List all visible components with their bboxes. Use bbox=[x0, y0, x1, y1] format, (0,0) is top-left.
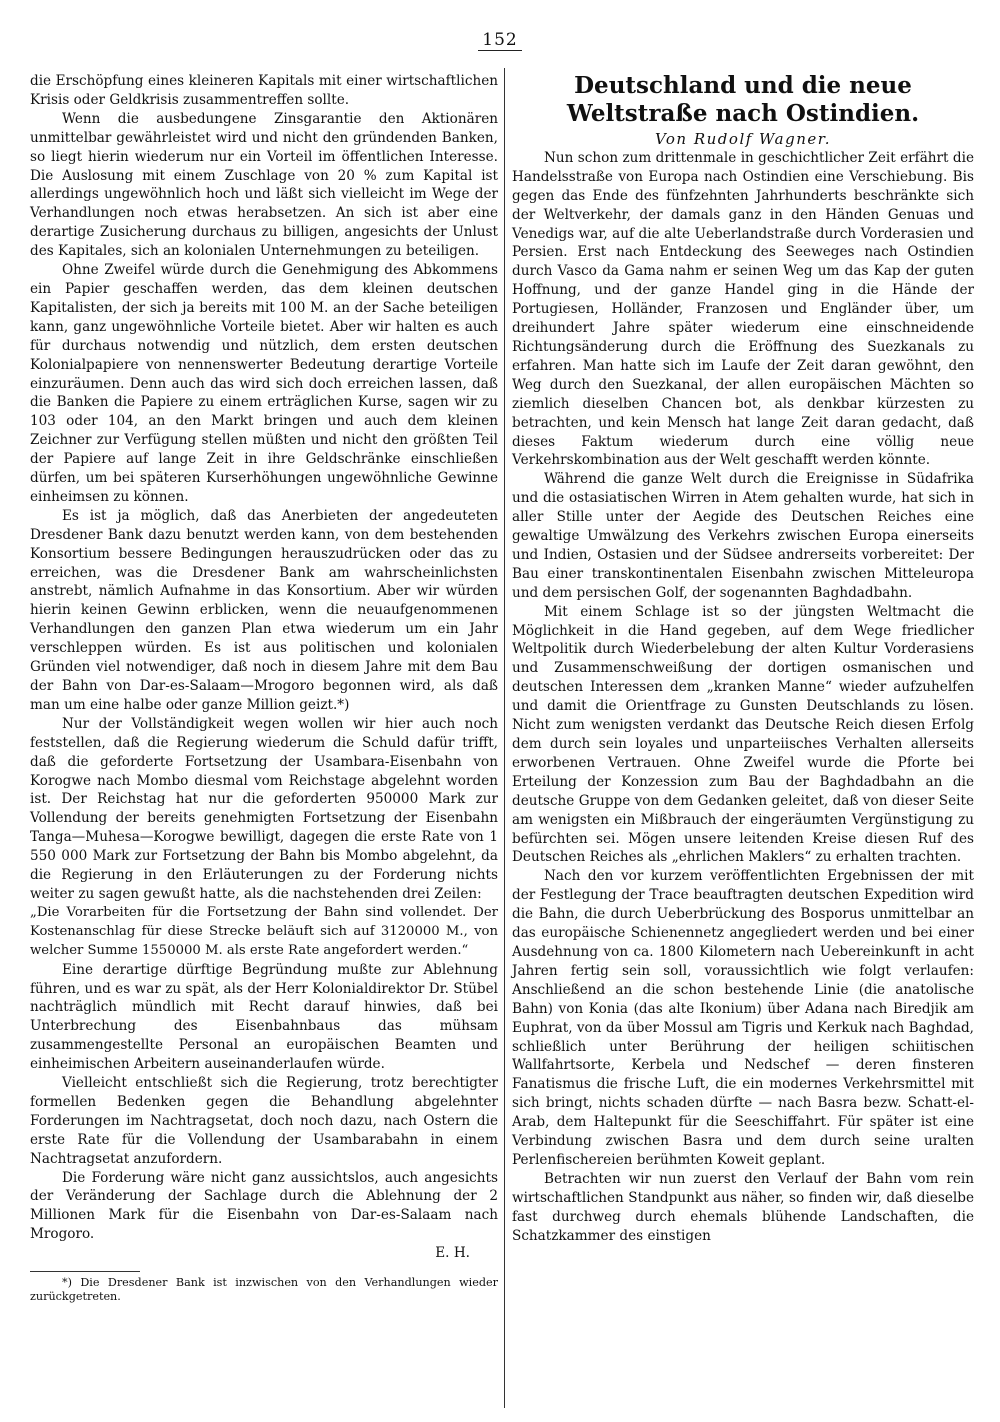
paragraph: Nur der Vollständigkeit wegen wollen wir hier auch noch feststellen, daß die Regierung wiederum die Schuld dafür trifft, daß die geforderte Fortsetzung der Usambara-Eisenbahn von Korogwe nach Mombo diesmal vom Reichstage abgelehnt worden ist. Der Reichstag hat nur die geforderten 950000 Mark zur Vollendung der bereits genehmigten Fortsetzung der Eisenbahn Tanga—Muhesa—Korogwe bewilligt, dagegen die erste Rate von 1 550 000 Mark zur Fortsetzung der Bahn bis Mombo abgelehnt, da die Regierung in den Erläuterungen zu der Forderung nichts weiter zu sagen gewußt hatte, als die nachstehenden drei Zeilen: bbox=[30, 715, 498, 902]
paragraph: Die Forderung wäre nicht ganz aussichtslos, auch angesichts der Veränderung der Sachlage durch die Ablehnung der 2 Millionen Mark für die Eisenbahn von Dar-es-Salaam nach Mrogoro. bbox=[30, 1169, 498, 1243]
footnote-rule bbox=[30, 1271, 140, 1272]
paragraph: Mit einem Schlage ist so der jüngsten Weltmacht die Möglichkeit in die Hand gegeben, auf dem Wege friedlicher Weltpolitik durch Wiederbelebung der alten Kultur Vorderasiens und Zusammenschweißung der dortigen osmanischen und deutschen Interessen dem „kranken Manne“ wieder aufzuhelfen und damit die Orientfrage zu Gunsten Deutschlands zu lösen. Nicht zum wenigsten verdankt das Deutsche Reich diesen Erfolg dem durch sein loyales und unparteiisches Verhalten allerseits erworbenen Vertrauen. Ohne Zweifel wurde die Pforte bei Erteilung der Konzession zum Bau der Baghdadbahn an die deutsche Gruppe von dem Gedanken geleitet, daß von dieser Seite am wenigsten ein Mißbrauch der eingeräumten Vergünstigung zu befürchten sei. Mögen unsere leitenden Kreise diesen Ruf des Deutschen Reiches als „ehrlichen Maklers“ zu erhalten trachten. bbox=[512, 603, 974, 866]
paragraph: Während die ganze Welt durch die Ereignisse in Südafrika und die ostasiatischen Wirren in Atem gehalten wurde, hat sich in aller Stille unter der Aegide des Deutschen Reiches eine gewaltige Umwälzung des Verkehrs zwischen Europa einerseits und Indien, Ostasien und der Südsee andrerseits vorbereitet: Der Bau einer transkontinentalen Eisenbahn zwischen Mitteleuropa und dem persischen Golf, der sogenannten Baghdadbahn. bbox=[512, 471, 974, 601]
article-byline: Von Rudolf Wagner. bbox=[654, 130, 832, 148]
paragraph: Wenn die ausbedungene Zinsgarantie den Aktionären unmittelbar gewährleistet wird und nicht den gründenden Banken, so liegt hierin wiederum nur ein Vorteil im öffentlichen Interesse. Die Auslosung mit einem Zuschlage von 20 % zum Kapital ist allerdings ungewöhnlich hoch und läßt sich vielleicht im Wege der Verhandlungen noch etwas herabsetzen. An sich ist aber eine derartige Zusicherung durchaus zu billigen, angesichts der Unlust des Kapitales, sich an kolonialen Unternehmungen zu beteiligen. bbox=[30, 110, 498, 260]
paragraph: die Erschöpfung eines kleineren Kapitals mit einer wirtschaftlichen Krisis oder Geldkrisis zusammentreffen sollte. bbox=[30, 73, 498, 108]
paragraph: Vielleicht entschließt sich die Regierung, trotz berechtigter formellen Bedenken gegen die Behandlung abgelehnter Forderungen im Nachtragsetat, doch noch dazu, nach Ostern die erste Rate für die Vollendung der Usambarabahn in einem Nachtragsetat anzufordern. bbox=[30, 1075, 498, 1167]
page-number: 152 bbox=[482, 30, 518, 50]
footnote: *) Die Dresdener Bank ist inzwischen von den Verhandlungen wieder zurückgetreten. bbox=[30, 1276, 498, 1304]
paragraph: Es ist ja möglich, daß das Anerbieten der angedeuteten Dresdener Bank dazu benutzt werden kann, von dem bestehenden Konsortium bessere Bedingungen herauszudrücken oder das zu erreichen, was die Dresdener Bank am wahrscheinlichsten anstrebt, nämlich Aufnahme in das Konsortium. Aber wir würden hierin keinen Gewinn erblicken, wenn die neuaufgenommenen Verhandlungen den ganzen Plan etwa wiederum um ein Jahr verschleppen würden. Es ist aus politischen und kolonialen Gründen viel notwendiger, daß noch in diesem Jahre mit dem Bau der Bahn von Dar-es-Salaam—Mrogoro begonnen wird, als daß man um eine halbe oder ganze Million geizt.*) bbox=[30, 507, 498, 713]
right-column bbox=[512, 72, 974, 1245]
paragraph: Nun schon zum drittenmale in geschichtlicher Zeit erfährt die Handelsstraße von Europa nach Ostindien eine Verschiebung. Bis gegen das Ende des fünfzehnten Jahrhunderts beschränkte sich der Weltverkehr, der damals ganz in den Händen Genuas und Venedigs war, auf die alte Ueberlandstraße durch Vorderasien und Persien. Erst nach Entdeckung des Seeweges nach Ostindien durch Vasco da Gama nahm er seinen Weg um das Kap der guten Hoffnung, und der ganze Handel ging in die Hände der Portugiesen, Holländer, Franzosen und Engländer über, um dreihundert Jahre später wiederum eine einschneidende Richtungsänderung durch die Eröffnung des Suezkanals zu erfahren. Man hatte sich im Laufe der Zeit daran gewöhnt, den Weg durch den Suezkanal, der allen europäischen Mächten so ziemlich dieselben Chancen bot, als denkbar kürzesten zu betrachten, und kein Mensch hat lange Zeit daran gedacht, daß dieses Faktum wiederum durch eine völlig neue Verkehrskombination aus der Welt geschafft werden könnte. bbox=[512, 149, 974, 469]
block-quote: „Die Vorarbeiten für die Fortsetzung der Bahn sind vollendet. Der Kostenanschlag für diese Strecke beläuft sich auf 3120000 M., von welcher Summe 1550000 M. als erste Rate angefordert werden.“ bbox=[30, 904, 498, 958]
paragraph: Betrachten wir nun zuerst den Verlauf der Bahn vom rein wirtschaftlichen Standpunkt aus näher, so finden wir, daß dieselbe fast durchweg durch ehemals blühende Landschaften, die Schatzkammer des einstigen bbox=[512, 1170, 974, 1244]
column-divider bbox=[504, 68, 505, 1408]
paragraph: Nach den vor kurzem veröffentlichten Ergebnissen der mit der Festlegung der Trace beauftragten deutschen Expedition wird die Bahn, die durch Ueberbrückung des Bosporus unmittelbar an das europäische Schienennetz angegliedert werden und bei einer Ausdehnung von ca. 1800 Kilometern nach Uebereinkunft in acht Jahren fertig sein soll, voraussichtlich wie folgt verlaufen: Anschließend an die schon bestehende Linie (die anatolische Bahn) von Konia (das alte Ikonium) über Adana nach Biredjik am Euphrat, von da über Mossul am Tigris und Kerkuk nach Baghdad, schließlich unter Berührung der heiligen schiitischen Wallfahrtsorte, Kerbela und Nedschef — deren finsteren Fanatismus die frische Luft, die ein modernes Verkehrsmittel mit sich bringt, nichts schaden dürfte — nach Basra bezw. Schatt-el-Arab, dem Haltepunkt für die Seeschiffahrt. Für später ist eine Verbindung zwischen Basra und dem durch seine uralten Perlenfischereien berühmten Koweit geplant. bbox=[512, 868, 974, 1168]
paragraph: Eine derartige dürftige Begründung mußte zur Ablehnung führen, und es war zu spät, als der Herr Kolonialdirektor Dr. Stübel nachträglich mündlich mit Recht darauf hinwies, daß bei Unterbrechung des Eisenbahnbaus das mühsam zusammengestellte Personal an europäischen Beamten und einheimischen Arbeitern auseinanderlaufen würde. bbox=[30, 961, 498, 1073]
page-number-rule bbox=[478, 50, 522, 51]
left-column bbox=[30, 72, 498, 1304]
author-signature: E. H. bbox=[435, 1245, 470, 1262]
article-title: Deutschland und die neue Weltstraße nach Ostindien. bbox=[566, 72, 920, 127]
paragraph: Ohne Zweifel würde durch die Genehmigung des Abkommens ein Papier geschaffen werden, das dem kleinen deutschen Kapitalisten, der sich ja bereits mit 100 M. an der Sache beteiligen kann, ganz ungewöhnliche Vorteile bietet. Aber wir halten es auch für durchaus notwendig und nützlich, dem ersten deutschen Kolonialpapiere von nennenswerter Bedeutung derartige Vorteile einzuräumen. Denn auch das wird sich doch erreichen lassen, daß die Banken die Papiere zu einem erträglichen Kurse, sagen wir zu 103 oder 104, an den Markt bringen und auch dem kleinen Zeichner zur Verfügung stellen müßten und nicht den größten Teil der Papiere auf lange Zeit in ihre Geldschränke einschließen dürfen, um bei späteren Kurserhöhungen ungewöhnliche Gewinne einheimsen zu können. bbox=[30, 262, 498, 505]
